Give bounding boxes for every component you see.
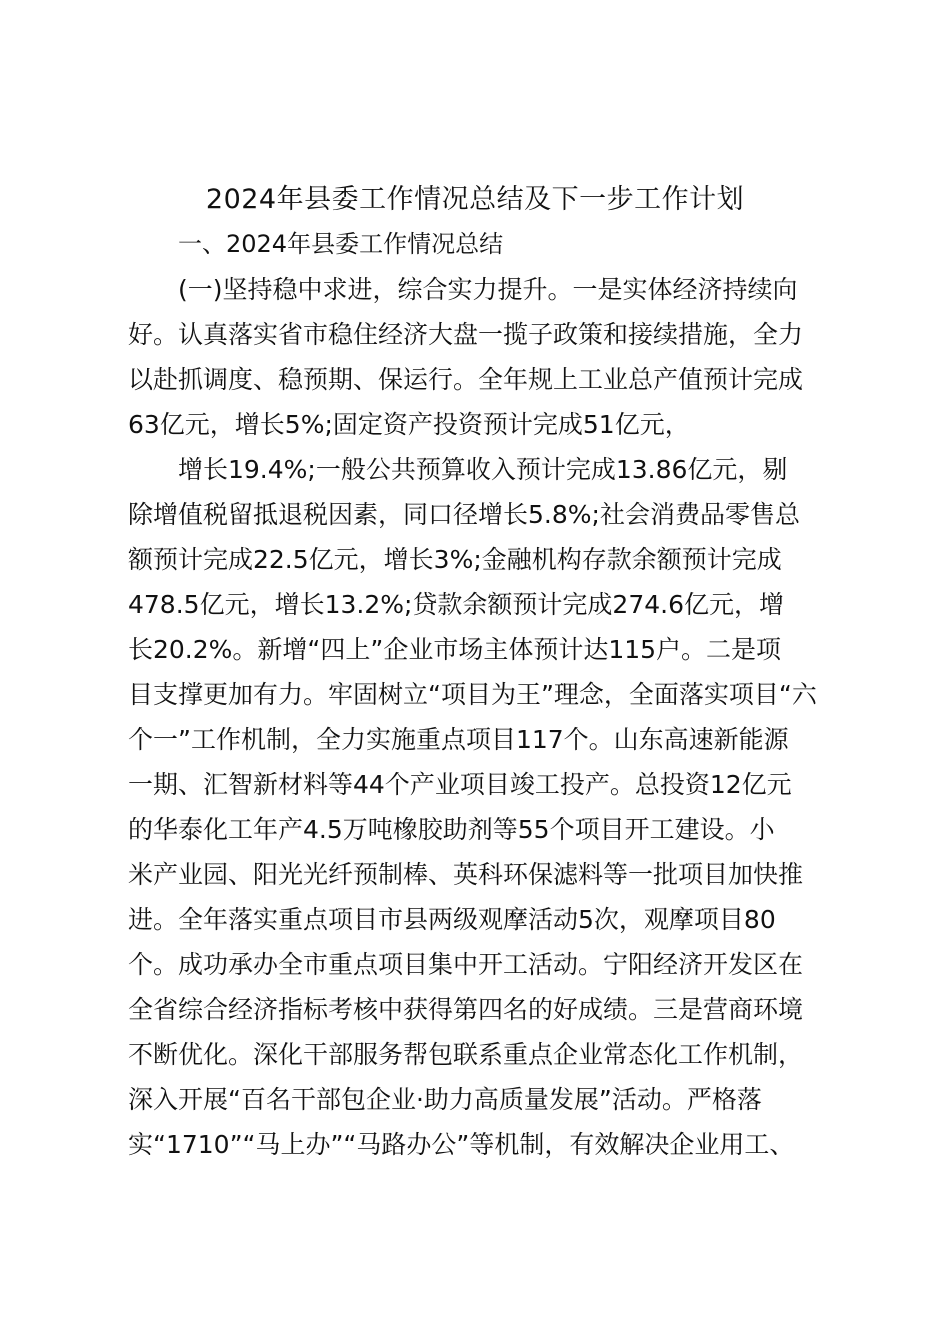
section-heading: 一、2024年县委工作情况总结 [178, 230, 504, 258]
paragraph-line: 全省综合经济指标考核中获得第四名的好成绩。三是营商环境 [128, 995, 804, 1024]
paragraph-line: 实“1710”“马上办”“马路办公”等机制，有效解决企业用工、 [128, 1130, 795, 1159]
document-title: 2024年县委工作情况总结及下一步工作计划 [205, 184, 745, 215]
paragraph-line: 478.5亿元，增长13.2%;贷款余额预计完成274.6亿元，增 [128, 590, 784, 619]
paragraph-line: 一期、汇智新材料等44个产业项目竣工投产。总投资12亿元 [128, 770, 792, 799]
paragraph-line: 米产业园、阳光光纤预制棒、英科环保滤料等一批项目加快推 [128, 860, 804, 889]
paragraph-line: 深入开展“百名干部包企业·助力高质量发展”活动。严格落 [128, 1085, 762, 1114]
paragraph-line: 长20.2%。新增“四上”企业市场主体预计达115户。二是项 [128, 635, 782, 664]
paragraph-line: 个。成功承办全市重点项目集中开工活动。宁阳经济开发区在 [128, 950, 804, 979]
paragraph-line: (一)坚持稳中求进，综合实力提升。一是实体经济持续向 [178, 275, 798, 304]
paragraph-line: 个一”工作机制，全力实施重点项目117个。山东高速新能源 [128, 725, 789, 754]
paragraph-line: 63亿元，增长5%;固定资产投资预计完成51亿元， [128, 410, 690, 439]
paragraph-line: 不断优化。深化干部服务帮包联系重点企业常态化工作机制， [128, 1040, 804, 1069]
paragraph-line: 的华泰化工年产4.5万吨橡胶助剂等55个项目开工建设。小 [128, 815, 775, 844]
paragraph-line: 目支撑更加有力。牢固树立“项目为王”理念，全面落实项目“六 [128, 680, 817, 709]
paragraph-line: 以赴抓调度、稳预期、保运行。全年规上工业总产值预计完成 [128, 365, 804, 394]
paragraph-line: 除增值税留抵退税因素，同口径增长5.8%;社会消费品零售总 [128, 500, 800, 529]
paragraph-line: 增长19.4%;一般公共预算收入预计完成13.86亿元，剔 [178, 455, 788, 484]
paragraph-line: 进。全年落实重点项目市县两级观摩活动5次，观摩项目80 [128, 905, 776, 934]
paragraph-line: 额预计完成22.5亿元，增长3%;金融机构存款余额预计完成 [128, 545, 782, 574]
paragraph-line: 好。认真落实省市稳住经济大盘一揽子政策和接续措施，全力 [128, 320, 804, 349]
